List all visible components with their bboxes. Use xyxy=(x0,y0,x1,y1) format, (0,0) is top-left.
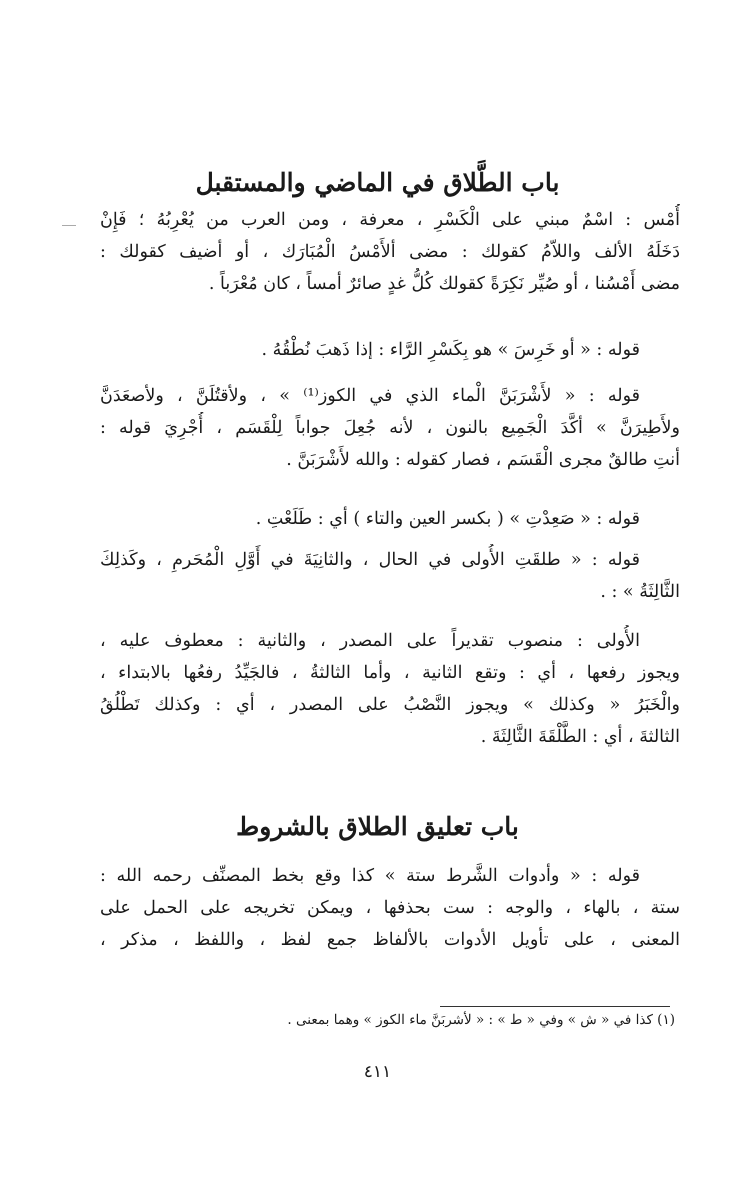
footnote-divider xyxy=(440,1006,670,1007)
footnote: (١) كذا في « ش » وفي « ط » : « لأشربَنَّ ماء الكوز » وهما بمعنى . xyxy=(287,1012,675,1028)
margin-mark xyxy=(62,225,76,226)
text-line: ولأَطِيرَنَّ » أكَّدَ الْجَمِيع بالنون ، لأنه جُعِلَ جواباً لِلْقَسَم ، أُجْرِيَ قوله : xyxy=(100,418,680,438)
text-line: مضى أَمْسُنا ، أو صُيِّر نَكِرَةً كقولك كُلُّ غدٍ صائرٌ أمساً ، كان مُعْرَباً . xyxy=(208,274,680,294)
text-line: قوله : « لأَشْرَبَنَّ الْماء الذي في الكوز⁽¹⁾ » ، ولأقتُلَنَّ ، ولأصعَدَنَّ xyxy=(100,386,640,406)
text-line: أنتِ طالقٌ مجرى الْقَسَم ، فصار كقوله : والله لأَشْرَبَنَّ . xyxy=(286,450,680,470)
text-line: دَخَلَهُ الألف واللاّمُ كقولك : مضى ألأَمْسُ الْمُبَارَك ، أو أضيف كقولك : xyxy=(100,242,680,262)
text-line: الثالثةَ ، أي : الطَّلْقَةَ الثَّالِثَةَ . xyxy=(480,727,680,747)
text-line: المعنى ، على تأويل الأدوات بالألفاظ جمع لفظ ، واللفظ ، مذكر ، xyxy=(100,930,680,950)
paragraph-2 xyxy=(100,334,680,366)
text-line: ويجوز رفعها ، أي : وتقع الثانية ، وأما الثالثةُ ، فالجَيِّدُ رفعُها بالابتداء ، xyxy=(100,663,680,683)
paragraph-3 xyxy=(100,380,680,476)
text-line: قوله : « طلقَتِ الأُولى في الحال ، والثانِيَةَ في أَوَّلِ الْمُحَرمِ ، وكَذلِكَ xyxy=(100,550,640,570)
paragraph-6 xyxy=(100,625,680,753)
text-line: قوله : « صَعِدْتِ » ( بكسر العين والتاء ) أي : طَلَعْتِ . xyxy=(255,509,640,529)
page-number: ٤١١ xyxy=(363,1062,392,1082)
paragraph-5 xyxy=(100,544,680,608)
text-line: الأُولى : منصوب تقديراً على المصدر ، والثانية : معطوف عليه ، xyxy=(100,631,640,651)
text-line: أُمْس : اسْمٌ مبني على الْكَسْرِ ، معرفة ، ومن العرب من يُعْرِبُهُ ؛ فَإِنْ xyxy=(100,210,680,230)
text-line: قوله : « أو خَرِسَ » هو بِكَسْرِ الرَّاء : إذا ذَهبَ نُطْقُهُ . xyxy=(261,340,640,360)
chapter-heading-2: باب تعليق الطلاق بالشروط xyxy=(236,812,519,841)
paragraph-7 xyxy=(100,860,680,956)
paragraph-1 xyxy=(100,204,680,300)
text-line: ستة ، بالهاء ، والوجه : ست بحذفها ، ويمكن تخريجه على الحمل على xyxy=(100,898,680,918)
text-line: الثَّالِثَةُ » : . xyxy=(600,582,680,602)
text-line: والْخَبَرُ « وكذلك » ويجوز النَّصْبُ على المصدر ، أي : وكذلك تَطْلُقُ xyxy=(100,695,680,715)
text-line: قوله : « وأدوات الشَّرط ستة » كذا وقع بخط المصنِّف رحمه الله : xyxy=(100,866,640,886)
paragraph-4 xyxy=(100,503,680,535)
chapter-heading-1: باب الطَّلاق في الماضي والمستقبل xyxy=(195,168,560,197)
